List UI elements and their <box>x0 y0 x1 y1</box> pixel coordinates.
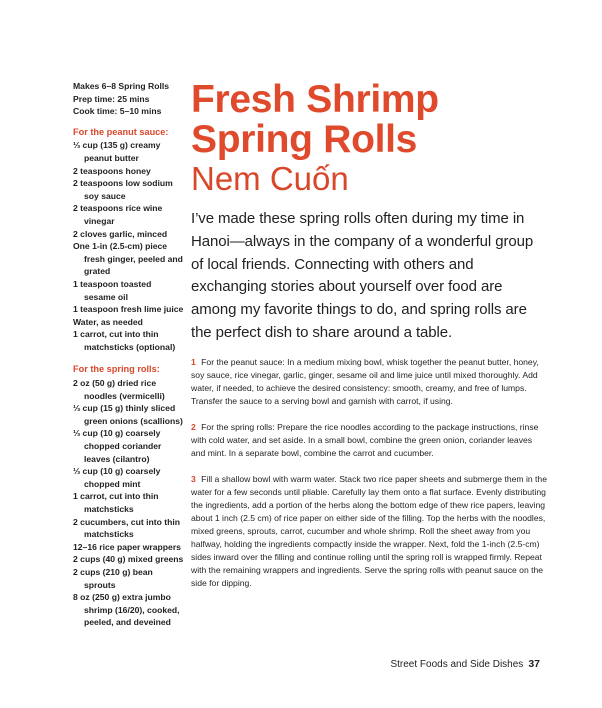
step-1 <box>191 356 547 408</box>
yield-text: Makes 6–8 Spring Rolls <box>73 81 169 91</box>
step-text: For the peanut sauce: In a medium mixing bowl, whisk together the peanut butter, honey, soy sauce, rice vinegar, garlic, ginger, sesame oil and lime juice until mixed thoroughly. Add water, if needed, to achieve the desired consistency: smooth, creamy, and free of lumps. Transfer the sauce to a serving bowl and garnish with carrot, if using. <box>191 356 539 406</box>
ingredient-item: 2 cups (40 g) mixed greens <box>73 554 184 565</box>
intro-paragraph: I’ve made these spring rolls often during my time in Hanoi—always in the company of a wonderful group of local friends. Connecting with others and exchanging stories about yourself over food are among my favorite things to do, and spring rolls are the perfect dish to share around a table. <box>191 210 534 341</box>
ingredient-item: ⅓ cup (15 g) thinly sliced green onions (scallions) <box>73 403 183 426</box>
step-2 <box>191 421 547 460</box>
step-number: 2 <box>191 421 196 432</box>
prep-time: Prep time: 25 mins <box>73 93 150 104</box>
ingredient-item: 1 teaspoon fresh lime juice <box>73 304 184 315</box>
rolls-heading: For the spring rolls: <box>73 364 160 375</box>
ingredient-item: 2 cups (210 g) bean sprouts <box>73 566 153 590</box>
ingredient-item: 2 teaspoons rice wine vinegar <box>73 203 163 226</box>
ingredient-item: ⅓ cup (10 g) coarsely chopped coriander leaves (cilantro) <box>73 428 162 464</box>
step-number: 1 <box>191 356 196 367</box>
page-number: 37 <box>528 658 540 670</box>
ingredient-item: 2 teaspoons low sodium soy sauce <box>73 178 173 201</box>
recipe-subtitle: Nem Cuốn <box>191 160 349 197</box>
recipe-title <box>191 80 547 160</box>
step-3 <box>191 473 547 590</box>
recipe-meta <box>73 80 185 118</box>
recipe-main <box>191 80 547 590</box>
sauce-heading: For the peanut sauce: <box>73 126 169 137</box>
ingredient-item: 2 cucumbers, cut into thin matchsticks <box>73 516 180 540</box>
ingredient-item: 2 cloves garlic, minced <box>73 228 168 239</box>
title-line-1: Fresh Shrimp <box>191 78 439 121</box>
ingredient-item: ⅓ cup (10 g) coarsely chopped mint <box>73 466 161 489</box>
ingredient-item: 1 carrot, cut into thin matchsticks <box>73 491 159 514</box>
ingredient-item: ⅓ cup (135 g) creamy peanut butter <box>73 140 161 163</box>
rolls-ingredient-list <box>73 377 185 629</box>
step-text: For the spring rolls: Prepare the rice noodles according to the package instructions, rinse with cold water, and set aside. In a small bowl, combine the green onion, coriander leaves and mint. In a separate bowl, combine the carrot and cucumber. <box>191 421 539 458</box>
ingredient-item: 2 oz (50 g) dried rice noodles (vermicelli) <box>73 378 165 401</box>
ingredient-item: 1 carrot, cut into thin matchsticks (optional) <box>73 329 176 352</box>
ingredient-item: 1 teaspoon toasted sesame oil <box>73 278 152 302</box>
sauce-ingredient-list <box>73 139 185 353</box>
ingredients-sidebar <box>73 80 185 629</box>
ingredient-item: 2 teaspoons honey <box>73 165 151 176</box>
page-footer <box>390 658 540 670</box>
ingredient-item: Water, as needed <box>73 316 143 327</box>
title-line-2: Spring Rolls <box>191 118 418 161</box>
step-number: 3 <box>191 473 196 484</box>
cook-time: Cook time: 5–10 mins <box>73 106 162 117</box>
ingredient-item: 12–16 rice paper wrappers <box>73 541 181 552</box>
step-text: Fill a shallow bowl with warm water. Stack two rice paper sheets and submerge them in the water for a few seconds until pliable. Carefully lay them onto a flat surface. Evenly distributing the ingredients, add a portion of the herbs along the bottom edge of thew rice papers, leaving about 1 inch (2.5 cm) of rice paper on either side of the filling. Top the herbs with the noodles, mixed greens, sprouts, carrot, cucumber and whole shrimp. Roll the sheet away from you halfway, holding the ingredients compactly inside the wrapper. Next, fold the 1-inch (2.5-cm) sides inward over the filling and continue rolling until the spring roll is wrapped firmly. Repeat with the remaining wrappers and ingredients. Serve the spring rolls with peanut sauce on the side for dipping. <box>191 473 547 588</box>
ingredient-item: One 1-in (2.5-cm) piece fresh ginger, peeled and grated <box>73 241 183 277</box>
section-name: Street Foods and Side Dishes <box>390 659 524 670</box>
ingredient-item: 8 oz (250 g) extra jumbo shrimp (16/20), cooked, peeled, and deveined <box>73 592 180 628</box>
